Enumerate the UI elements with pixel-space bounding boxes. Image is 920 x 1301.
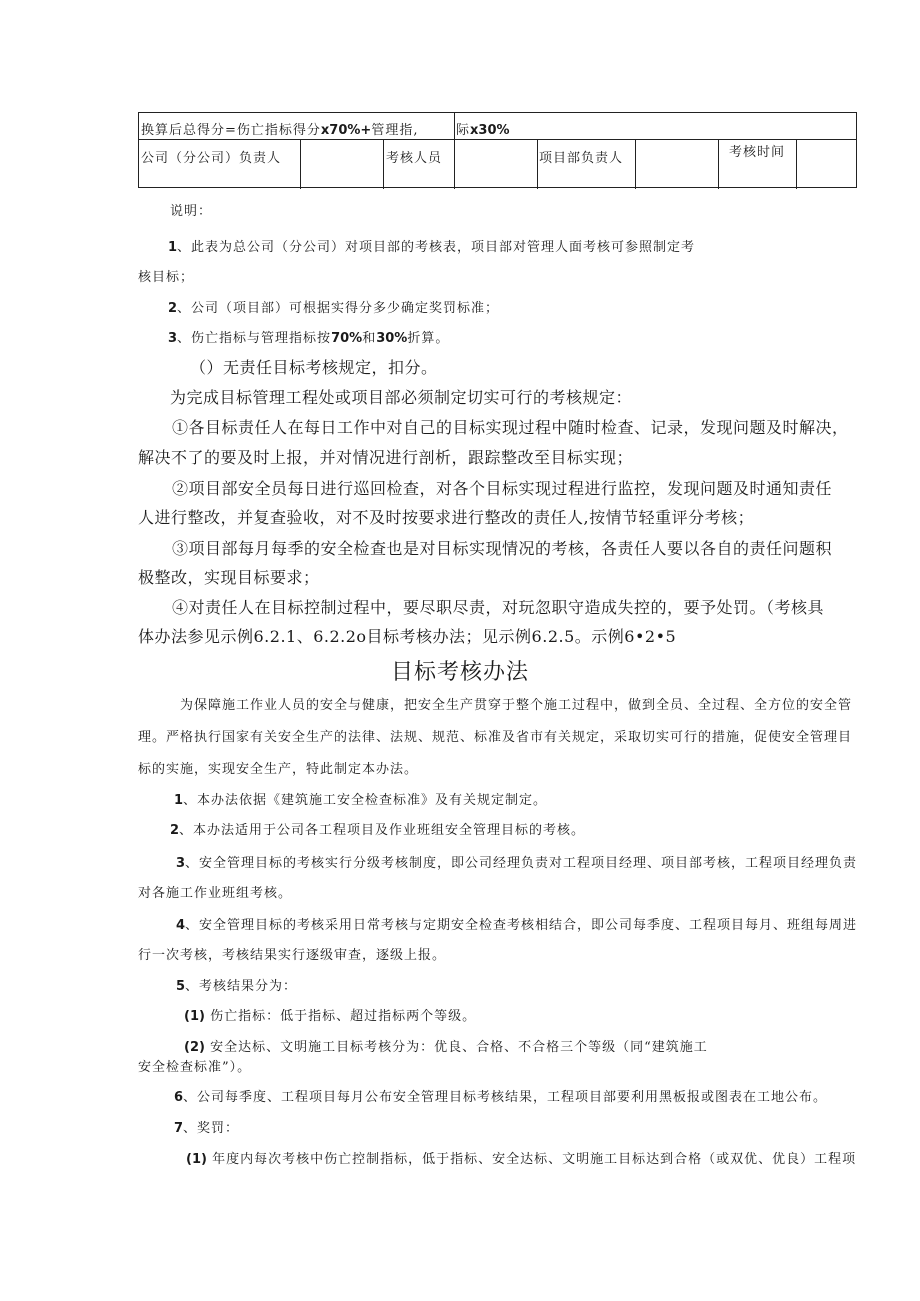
article-4-cont: 行一次考核，考核结果实行逐级审查，逐级上报。 [138, 948, 447, 963]
item-text: 伤亡指标：低于指标、超过指标两个等级。 [210, 1009, 477, 1024]
article-number: 4 [176, 918, 186, 933]
formula-text: 换算后总得分=伤亡指标得分 [141, 123, 321, 138]
note-number: 1 [168, 240, 178, 255]
table-col-divider [796, 139, 797, 189]
formula-prefix: 际 [456, 123, 471, 138]
note-1 [168, 236, 695, 255]
article-number: 5 [176, 979, 186, 994]
note-number: 3 [168, 331, 178, 346]
no-target-rule: （）无责任目标考核规定，扣分。 [190, 358, 438, 377]
rule-2-line-1: ②项目部安全员每日进行巡回检查，对各个目标实现过程进行监控，发现问题及时通知责任 [172, 479, 833, 498]
rule-3-line-1: ③项目部每月每季的安全检查也是对目标实现情况的考核，各责任人要以各自的责任问题积 [172, 539, 833, 558]
note-text: 、此表为总公司（分公司）对项目部的考核表，项目部对管理人面考核可参照制定考 [177, 240, 696, 255]
note-text: 、公司（项目部）可根据实得分多少确定奖罚标准； [177, 301, 500, 316]
table-col-divider [383, 139, 384, 189]
rules-intro: 为完成目标管理工程处或项目部必须制定切实可行的考核规定： [170, 388, 633, 407]
formula-text-tail: 管理指, [371, 123, 419, 138]
note-percent: 30% [376, 331, 408, 346]
article-3-cont: 对各施工作业班组考核。 [138, 886, 293, 901]
table-col-divider [635, 139, 636, 189]
note-1-cont: 核目标； [138, 270, 195, 285]
document-title: 目标考核办法 [390, 660, 529, 685]
rule-4-line-2: 体办法参见示例6.2.1、6.2.2o目标考核办法；见示例6.2.5。示例6•2•5 [138, 627, 677, 646]
article-text: 、考核结果分为： [185, 979, 298, 994]
table-col-divider [718, 139, 719, 189]
article-1 [174, 789, 547, 808]
article-2 [170, 819, 585, 838]
note-3 [168, 327, 449, 346]
table-row-divider [139, 139, 856, 140]
note-text: 、伤亡指标与管理指标按 [177, 331, 332, 346]
note-percent: 70% [331, 331, 363, 346]
article-4 [176, 914, 857, 933]
intro-line-1: 为保障施工作业人员的安全与健康，把安全生产贯穿于整个施工过程中，做到全员、全过程、全方位的安全管 [180, 698, 853, 713]
article-number: 3 [176, 856, 186, 871]
table-col-divider [454, 113, 455, 139]
item-number: (1) [184, 1009, 205, 1024]
article-5-item-2 [184, 1036, 708, 1055]
table-col-divider [537, 139, 538, 189]
item-number: (1) [186, 1152, 207, 1167]
article-5-item-1 [184, 1005, 476, 1024]
note-text: 折算。 [407, 331, 450, 346]
assess-time-label: 考核时间 [729, 145, 786, 160]
article-text: 、奖罚： [183, 1121, 240, 1136]
article-number: 2 [170, 823, 180, 838]
article-text: 、本办法依据《建筑施工安全检查标准》及有关规定制定。 [183, 793, 548, 808]
article-text: 、本办法适用于公司各工程项目及作业班组安全管理目标的考核。 [179, 823, 586, 838]
note-2 [168, 297, 499, 316]
article-text: 、公司每季度、工程项目每月公布安全管理目标考核结果，工程项目部要利用黑板报或图表在工地公布。 [183, 1090, 828, 1105]
article-text: 、安全管理目标的考核采用日常考核与定期安全检查考核相结合，即公司每季度、工程项目每月、班组每周进 [185, 918, 858, 933]
total-score-formula [141, 119, 418, 138]
pm-head-label: 项目部负责人 [539, 151, 624, 166]
management-weight [456, 119, 510, 138]
company-head-label: 公司（分公司）负责人 [141, 151, 282, 166]
intro-line-2: 理。严格执行国家有关安全生产的法律、法规、规范、标准及省市有关规定，采取切实可行的措施，促使安全管理目 [138, 730, 853, 745]
item-number: (2) [184, 1040, 205, 1055]
rule-1-line-2: 解决不了的要及时上报，并对情况进行剖析，跟踪整改至目标实现； [138, 448, 634, 467]
note-text: 和 [362, 331, 377, 346]
formula-weight-injury: x70%+ [320, 123, 372, 138]
notes-heading: 说明： [170, 204, 213, 219]
article-7 [174, 1117, 239, 1136]
rule-4-line-1: ④对责任人在目标控制过程中，要尽职尽责，对玩忽职守造成失控的，要予处罚。（考核具 [172, 598, 825, 617]
rule-3-line-2: 极整改，实现目标要求； [138, 568, 320, 587]
article-number: 7 [174, 1121, 184, 1136]
article-number: 6 [174, 1090, 184, 1105]
item-text: 安全达标、文明施工目标考核分为：优良、合格、不合格三个等级（同“建筑施工 [210, 1040, 708, 1055]
article-number: 1 [174, 793, 184, 808]
item-text: 年度内每次考核中伤亡控制指标，低于指标、安全达标、文明施工目标达到合格（或双优、优良）工程项 [212, 1152, 857, 1167]
intro-line-3: 标的实施，实现安全生产，特此制定本办法。 [138, 762, 419, 777]
article-6 [174, 1086, 827, 1105]
assessor-label: 考核人员 [386, 151, 443, 166]
article-text: 、安全管理目标的考核实行分级考核制度，即公司经理负责对工程项目经理、项目部考核，工程项目经理负责 [185, 856, 858, 871]
table-col-divider [454, 139, 455, 189]
note-number: 2 [168, 301, 178, 316]
article-5-item-2-cont: 安全检查标准”）。 [138, 1060, 252, 1075]
article-7-item-1 [186, 1148, 856, 1167]
rule-2-line-2: 人进行整改，并复查验收，对不及时按要求进行整改的责任人,按情节轻重评分考核； [138, 508, 755, 527]
assessment-table [138, 112, 857, 188]
article-3 [176, 852, 857, 871]
rule-1-line-1: ①各目标责任人在每日工作中对自己的目标实现过程中随时检查、记录，发现问题及时解决， [172, 418, 849, 437]
table-col-divider [300, 139, 301, 189]
formula-weight-management: x30% [470, 123, 510, 138]
article-5 [176, 975, 297, 994]
